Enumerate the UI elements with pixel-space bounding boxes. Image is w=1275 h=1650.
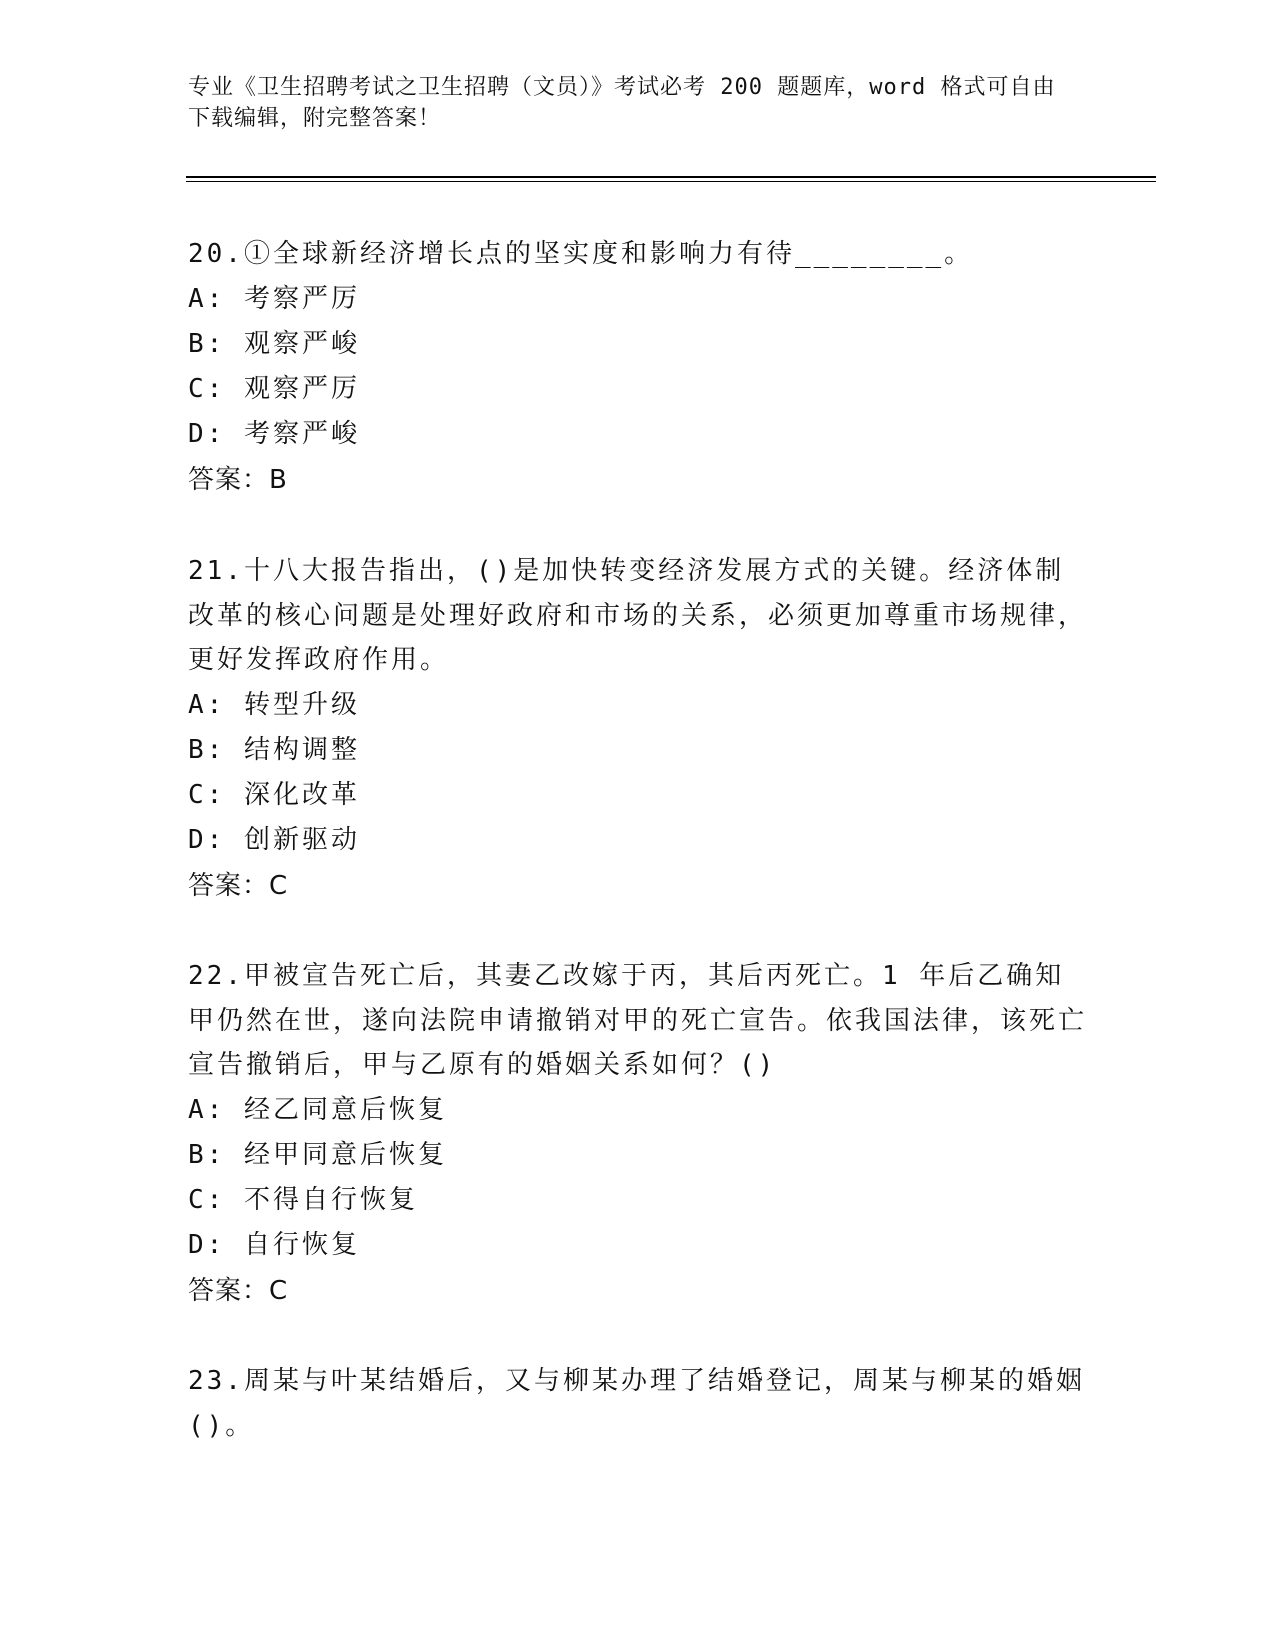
header-divider [186, 176, 1156, 178]
question-22 [188, 954, 1088, 1314]
option-a: A: 转型升级 [188, 689, 360, 720]
option-b: B: 经甲同意后恢复 [188, 1139, 447, 1170]
option-d: D: 自行恢复 [188, 1229, 360, 1260]
answer: 答案：C [188, 870, 289, 901]
question-text: 22.甲被宣告死亡后，其妻乙改嫁于丙，其后丙死亡。1 年后乙确知甲仍然在世，遂向法院申请撤销对甲的死亡宣告。依我国法律，该死亡宣告撤销后，甲与乙原有的婚姻关系如何？() [188, 961, 1088, 1080]
header-divider-thin [186, 181, 1156, 182]
answer: 答案：B [188, 464, 288, 495]
option-c: C: 深化改革 [188, 779, 360, 810]
question-23 [188, 1359, 1088, 1448]
option-b: B: 结构调整 [188, 734, 360, 765]
option-a: A: 考察严厉 [188, 283, 360, 314]
question-text: 21.十八大报告指出，()是加快转变经济发展方式的关键。经济体制改革的核心问题是处理好政府和市场的关系，必须更加尊重市场规律，更好发挥政府作用。 [188, 556, 1088, 675]
question-21 [188, 549, 1088, 909]
question-text: 23.周某与叶某结婚后，又与柳某办理了结婚登记，周某与柳某的婚姻()。 [188, 1366, 1085, 1441]
option-c: C: 不得自行恢复 [188, 1184, 418, 1215]
answer: 答案：C [188, 1275, 289, 1306]
document-intro: 专业《卫生招聘考试之卫生招聘（文员）》考试必考 200 题题库，word 格式可自由下载编辑，附完整答案！ [188, 75, 1056, 131]
question-20 [188, 232, 1088, 503]
option-d: D: 考察严峻 [188, 418, 360, 449]
question-text: 20.①全球新经济增长点的坚实度和影响力有待________。 [188, 239, 974, 269]
option-b: B: 观察严峻 [188, 328, 360, 359]
option-c: C: 观察严厉 [188, 373, 360, 404]
option-d: D: 创新驱动 [188, 824, 360, 855]
option-a: A: 经乙同意后恢复 [188, 1094, 447, 1125]
